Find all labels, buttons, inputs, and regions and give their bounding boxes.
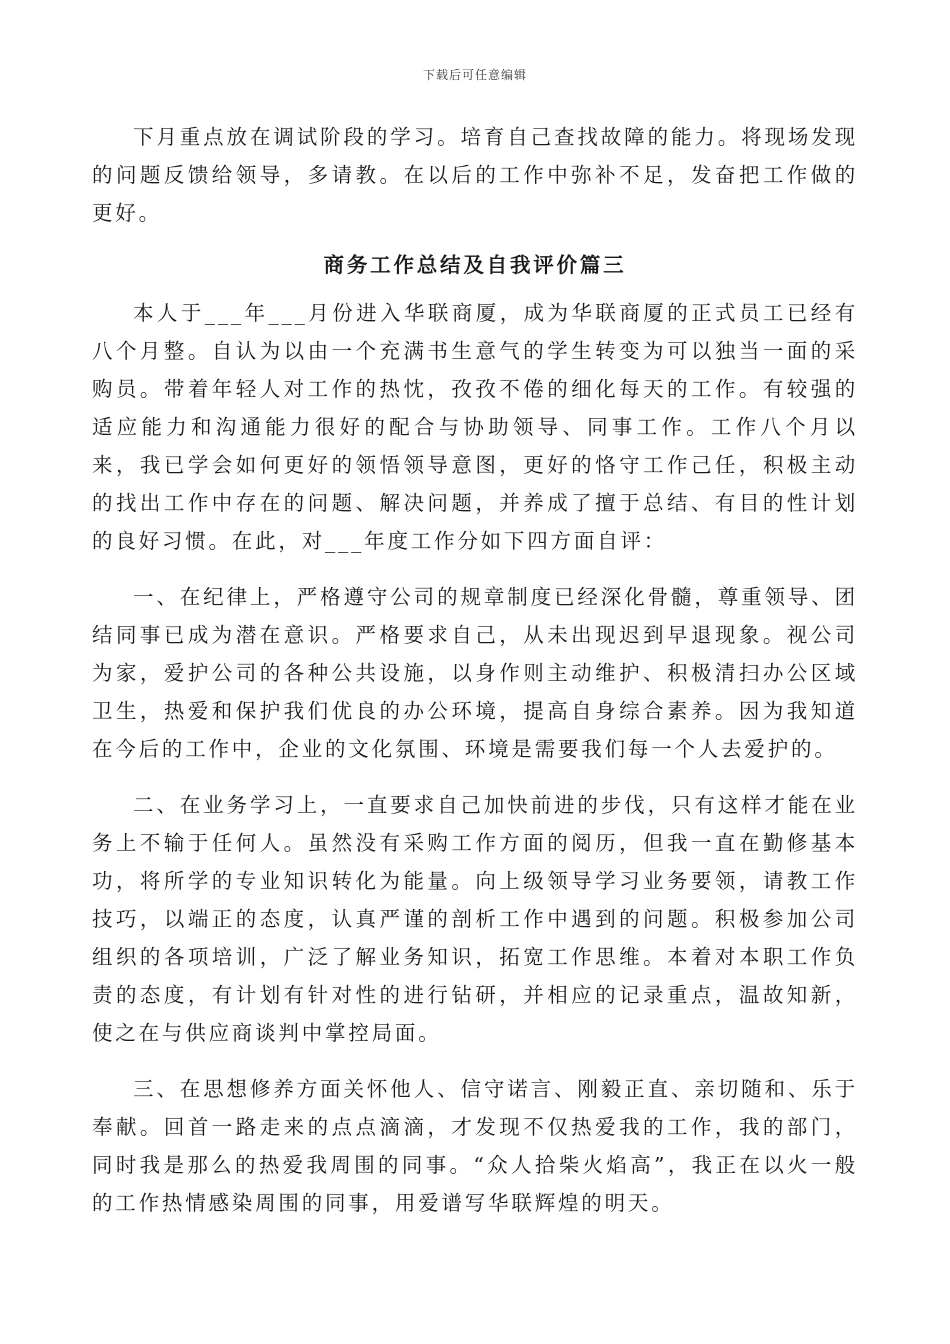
header-note: 下载后可任意编辑: [422, 68, 527, 82]
section-title: 商务工作总结及自我评价篇三: [323, 253, 627, 277]
paragraph-3: 二、在业务学习上，一直要求自己加快前进的步伐，只有这样才能在业务上不输于任何人。虽然没有采购工作方面的阅历，但我一直在勤修基本功，将所学的专业知识转化为能量。向上级领导学习业务要领，请教工作技巧，以端正的态度，认真严谨的剖析工作中遇到的问题。积极参加公司组织的各项培训，广泛了解业务知识，拓宽工作思维。本着对本职工作负责的态度，有计划有针对性的进行钻研，并相应的记录重点，温故知新，使之在与供应商谈判中掌控局面。: [92, 793, 858, 1045]
document-body: [92, 118, 858, 1222]
paragraph-2: 一、在纪律上，严格遵守公司的规章制度已经深化骨髓，尊重领导、团结同事已成为潜在意识。严格要求自己，从未出现迟到早退现象。视公司为家，爱护公司的各种公共设施，以身作则主动维护、积极清扫办公区域卫生，热爱和保护我们优良的办公环境，提高自身综合素养。因为我知道在今后的工作中，企业的文化氛围、环境是需要我们每一个人去爱护的。: [92, 585, 858, 761]
paragraph-intro: 下月重点放在调试阶段的学习。培育自己查找故障的能力。将现场发现的问题反馈给领导，多请教。在以后的工作中弥补不足，发奋把工作做的更好。: [92, 125, 858, 225]
paragraph-4: 三、在思想修养方面关怀他人、信守诺言、刚毅正直、亲切随和、乐于奉献。回首一路走来的点点滴滴，才发现不仅热爱我的工作，我的部门，同时我是那么的热爱我周围的同事。“众人拾柴火焰高”，我正在以火一般的工作热情感染周围的同事，用爱谱写华联辉煌的明天。: [92, 1077, 858, 1215]
paragraph-1: 本人于___年___月份进入华联商厦，成为华联商厦的正式员工已经有八个月整。自认为以由一个充满书生意气的学生转变为可以独当一面的采购员。带着年轻人对工作的热忱，孜孜不倦的细化每天的工作。有较强的适应能力和沟通能力很好的配合与协助领导、同事工作。工作八个月以来，我已学会如何更好的领悟领导意图，更好的恪守工作己任，积极主动的找出工作中存在的问题、解决问题，并养成了擅于总结、有目的性计划的良好习惯。在此，对___年度工作分如下四方面自评：: [92, 301, 858, 553]
